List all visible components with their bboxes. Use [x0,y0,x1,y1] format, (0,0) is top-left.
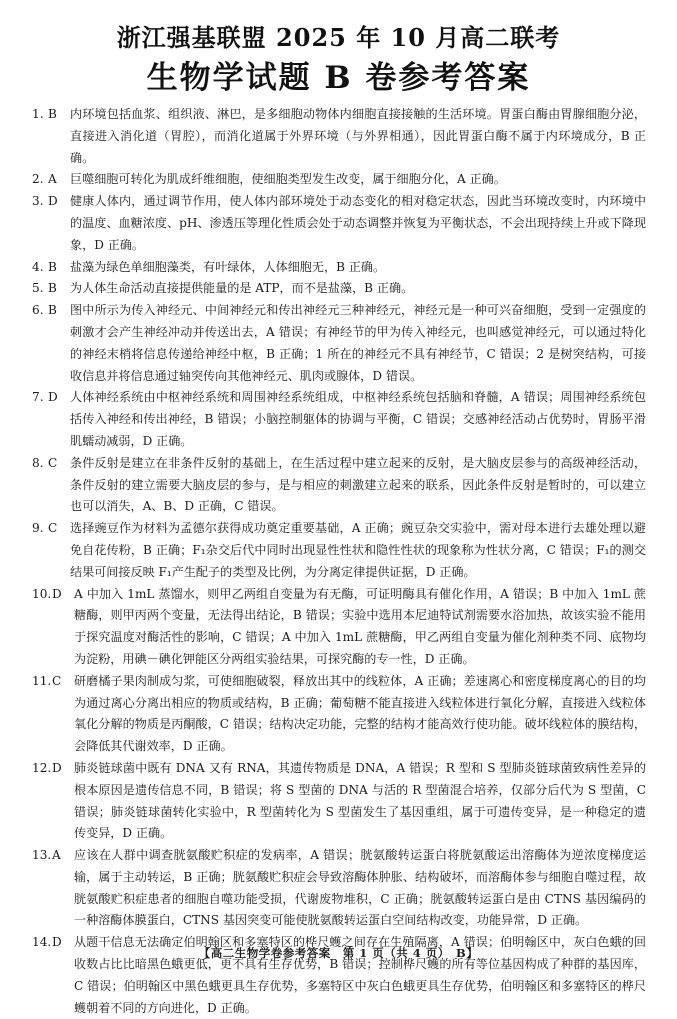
answer-item [32,169,646,191]
answer-explanation: 条件反射是建立在非条件反射的基础上，在生活过程中建立起来的反射，是大脑皮层参与的高级神经活动，条件反射的建立需要大脑皮层的参与，是与相应的刺激建立起来的联系，因此条件反射是暂时的，可以建立也可以消失，A、B、D 正确，C 错误。 [70,455,646,514]
answer-letter: B [48,303,57,318]
answer-item [32,387,646,452]
question-number: 14. [32,935,52,950]
question-number: 12. [32,760,52,775]
question-number: 3. [32,194,44,209]
answer-explanation: 从题干信息无法确定伯明翰区和多塞特区的桦尺蠖之间存在生殖隔离，A 错误；伯明翰区中，灰白色蛾的回收数占比比暗黑色蛾更低，更不具有生存优势，B 错误；控制桦尺蠖的所有等位基因构成了种群的基因库，C 错误；伯明翰区中黑色蛾更具生存优势，多塞特区中灰白色蛾更具生存优势，伯明翰区和多塞特区的桦尺蠖朝着不同的方向进化，D 正确。 [74,935,646,1015]
answer-letter: B [48,281,57,296]
answer-explanation: 图中所示为传入神经元、中间神经元和传出神经元三种神经元，神经元是一种可兴奋细胞，受到一定强度的刺激才会产生神经冲动并传送出去，A 错误；有神经节的甲为传入神经元，也叫感觉神经元，可以通过特化的神经末梢将信息传递给神经中枢，B 正确；1 所在的神经元不具有神经节，C 错误；2 是树突结构，可接收信息并将信息通过轴突传向其他神经元、肌肉或腺体，D 错误。 [70,303,646,383]
answer-letter: C [48,521,58,536]
answer-letter: C [48,455,58,470]
answer-item [32,300,646,387]
answer-explanation: 人体神经系统由中枢神经系统和周围神经系统组成，中枢神经系统包括脑和脊髓，A 错误；周围神经系统包括传入神经和传出神经，B 错误；小脑控制躯体的协调与平衡，C 错误；交感神经活动占优势时，胃肠平滑肌蠕动减弱，D 正确。 [70,390,646,448]
answer-letter: B [48,259,57,274]
answer-explanation: 盐藻为绿色单细胞藻类，有叶绿体，人体细胞无，B 正确。 [70,259,386,274]
answer-item [32,671,646,758]
answer-letter: C [52,673,62,688]
answer-item [32,257,646,279]
answer-explanation: 为人体生命活动直接提供能量的是 ATP，而不是盐藻，B 正确。 [70,281,414,296]
answer-item [32,518,646,583]
question-number: 9. [32,521,44,536]
question-number: 1. [32,107,44,121]
answer-item [32,453,646,518]
answer-letter: D [48,390,58,405]
answer-letter: D [52,586,62,601]
answer-item [32,278,646,300]
answer-item [32,191,646,256]
answer-explanation: 内环境包括血浆、组织液、淋巴，是多细胞动物体内细胞直接接触的生活环境。胃蛋白酶由胃腺细胞分泌，直接进入消化道（胃腔），而消化道属于外界环境（与外界相通），因此胃蛋白酶不属于内环境成分，B 正确。 [70,107,646,165]
answer-explanation: A 中加入 1mL 蒸馏水，则甲乙两组自变量为有无酶，可证明酶具有催化作用，A 错误；B 中加入 1mL 蔗糖酶，则甲丙两个变量，无法得出结论，B 错误；实验中选用本尼迪特试剂需要水浴加热，故该实验不能用于探究温度对酶活性的影响，C 错误；A 中加入 1mL 蔗糖酶，甲乙两组自变量为催化剂种类不同、底物均为淀粉，用碘－碘化钾能区分两组实验结果，可探究酶的专一性，D 正确。 [74,586,646,666]
answer-explanation: 研磨橘子果肉制成匀浆，可使细胞破裂，释放出其中的线粒体，A 正确；差速离心和密度梯度离心的目的均为通过离心分离出相应的物质或结构，B 正确；葡萄糖不能直接进入线粒体进行氧化分解，直接进入线粒体氧化分解的物质是丙酮酸，C 错误；结构决定功能，完整的结构才能高效行使功能。破坏线粒体的膜结构，会降低其代谢效率，D 正确。 [74,673,646,754]
answer-letter: D [48,194,58,209]
question-number: 7. [32,390,44,405]
answer-letter: D [52,935,62,950]
answer-explanation: 肺炎链球菌中既有 DNA 又有 RNA，其遗传物质是 DNA，A 错误；R 型和 S 型肺炎链球菌致病性差异的根本原因是遗传信息不同，B 错误；将 S 型菌的 DNA 与活的 R 型菌混合培养，仅部分后代为 S 型菌，C 错误；肺炎链球菌转化实验中，R 型菌转化为 S 型菌发生了基因重组，属于可遗传变异，是一种稳定的遗传变异，D 正确。 [74,760,646,841]
question-number: 10. [32,586,52,601]
question-number: 11. [32,673,52,688]
question-number: 2. [32,172,44,187]
answer-explanation: 选择豌豆作为材料为孟德尔获得成功奠定重要基础，A 正确；豌豆杂交实验中，需对母本进行去雄处理以避免自花传粉，B 正确；F₁杂交后代中同时出现显性性状和隐性性状的现象称为性状分离，C 错误；F₁的测交结果可间接反映 F₁产生配子的类型及比例，为分离定律提供证据，D 正确。 [70,521,646,579]
question-number: 4. [32,259,44,274]
page-title: 生物学试题 B 卷参考答案 [146,60,531,96]
answer-letter: B [48,107,57,121]
question-number: 6. [32,303,44,318]
answer-explanation: 健康人体内，通过调节作用，使人体内部环境处于动态变化的相对稳定状态，因此当环境改变时，内环境中的温度、血糖浓度、pH、渗透压等理化性质会处于动态调整并恢复为平衡状态，不会出现持续上升或下降现象，D 正确。 [70,194,646,252]
question-number: 13. [32,848,52,863]
answer-letter: A [48,172,57,187]
answer-item [32,104,646,169]
answer-letter: D [52,760,62,775]
page-footer: 【高二生物学卷参考答案 第 1 页（共 4 页） B】 [198,946,479,960]
answer-explanation: 应该在人群中调查胱氨酸贮积症的发病率，A 错误；胱氨酸转运蛋白将胱氨酸运出溶酶体为逆浓度梯度运输，属于主动转运，B 正确；胱氨酸贮积症会导致溶酶体肿胀、结构破坏，而溶酶体参与细胞自噬过程，故胱氨酸贮积症患者的细胞自噬功能受损，代谢废物堆积，C 正确；胱氨酸转运蛋白是由 CTNS 基因编码的一种溶酶体膜蛋白，CTNS 基因突变可能使胱氨酸转运蛋白空间结构改变，功能异常，D 正确。 [74,848,646,928]
answer-explanation: 巨噬细胞可转化为肌成纤维细胞，使细胞类型发生改变，属于细胞分化，A 正确。 [70,172,506,187]
question-number: 8. [32,455,44,470]
answer-item [32,845,646,932]
answer-item [32,758,646,845]
answer-item [32,584,646,671]
answer-list [32,104,646,1019]
exam-title: 浙江强基联盟 2025 年 10 月高二联考 [116,23,561,52]
question-number: 5. [32,281,44,296]
answer-letter: A [52,848,61,863]
